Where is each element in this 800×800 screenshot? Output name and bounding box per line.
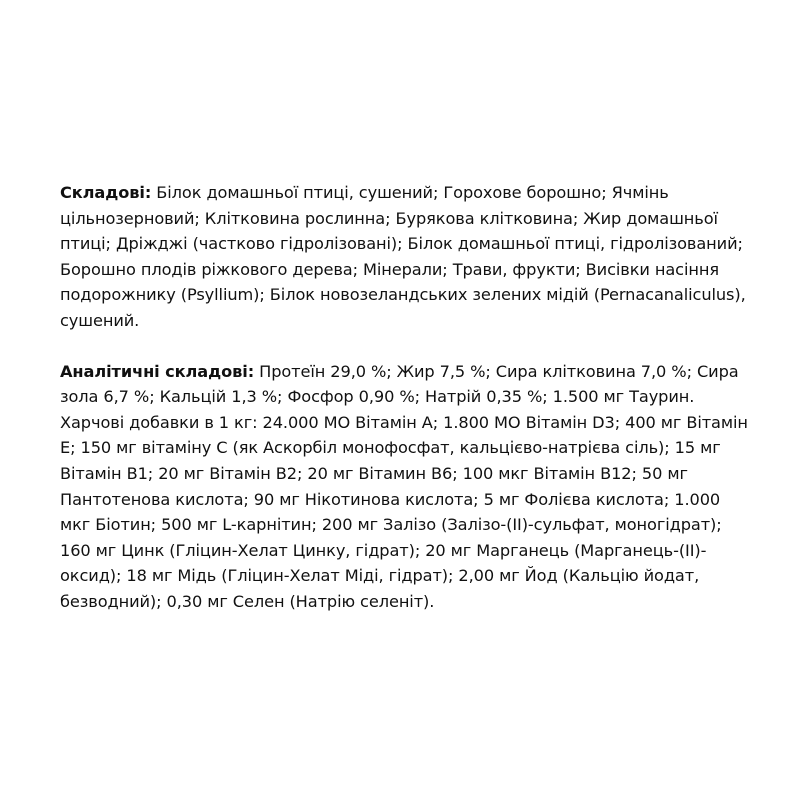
ingredients-paragraph <box>60 180 750 334</box>
analysis-text: Протеїн 29,0 %; Жир 7,5 %; Сира клітковина 7,0 %; Сира зола 6,7 %; Кальцій 1,3 %; Фосфор 0,90 %; Натрій 0,35 %; 1.500 мг Таурин. Харчові добавки в 1 кг: 24.000 МО Вітамін А; 1.800 МО Вітамін D3; 400 мг Вітамін Е; 150 мг вітаміну С (як Аскорбіл монофосфат, кальцієво-натрієва сіль); 15 мг Вітамін В1; 20 мг Вітамін В2; 20 мг Вітамин В6; 100 мкг Вітамін В12; 50 мг Пантотенова кислота; 90 мг Нікотинова кислота; 5 мг Фолієва кислота; 1.000 мкг Біотин; 500 мг L-карнітин; 200 мг Залізо (Залізо-(II)-сульфат, моногідрат); 160 мг Цинк (Гліцин-Хелат Цинку, гідрат); 20 мг Марганець (Марганець-(II)-оксид); 18 мг Мідь (Гліцин-Хелат Міді, гідрат); 2,00 мг Йод (Кальцію йодат, безводний); 0,30 мг Селен (Натрію селеніт). <box>60 361 748 611</box>
ingredients-text: Білок домашньої птиці, сушений; Горохове борошно; Ячмінь цільнозерновий; Клітковина рослинна; Бурякова клітковина; Жир домашньої птиці; Дріжджі (частково гідролізовані); Білок домашньої птиці, гідролізований; Борошно плодів ріжкового дерева; Мінерали; Трави, фрукти; Висівки насіння подорожнику (Psyllium); Білок новозеландських зелених мідій (Pernacanaliculus), сушений. <box>60 183 746 330</box>
analysis-label: Аналітичні складові: <box>60 361 255 381</box>
ingredients-label: Складові: <box>60 183 152 202</box>
analysis-paragraph <box>60 359 750 615</box>
document-body <box>60 180 750 615</box>
